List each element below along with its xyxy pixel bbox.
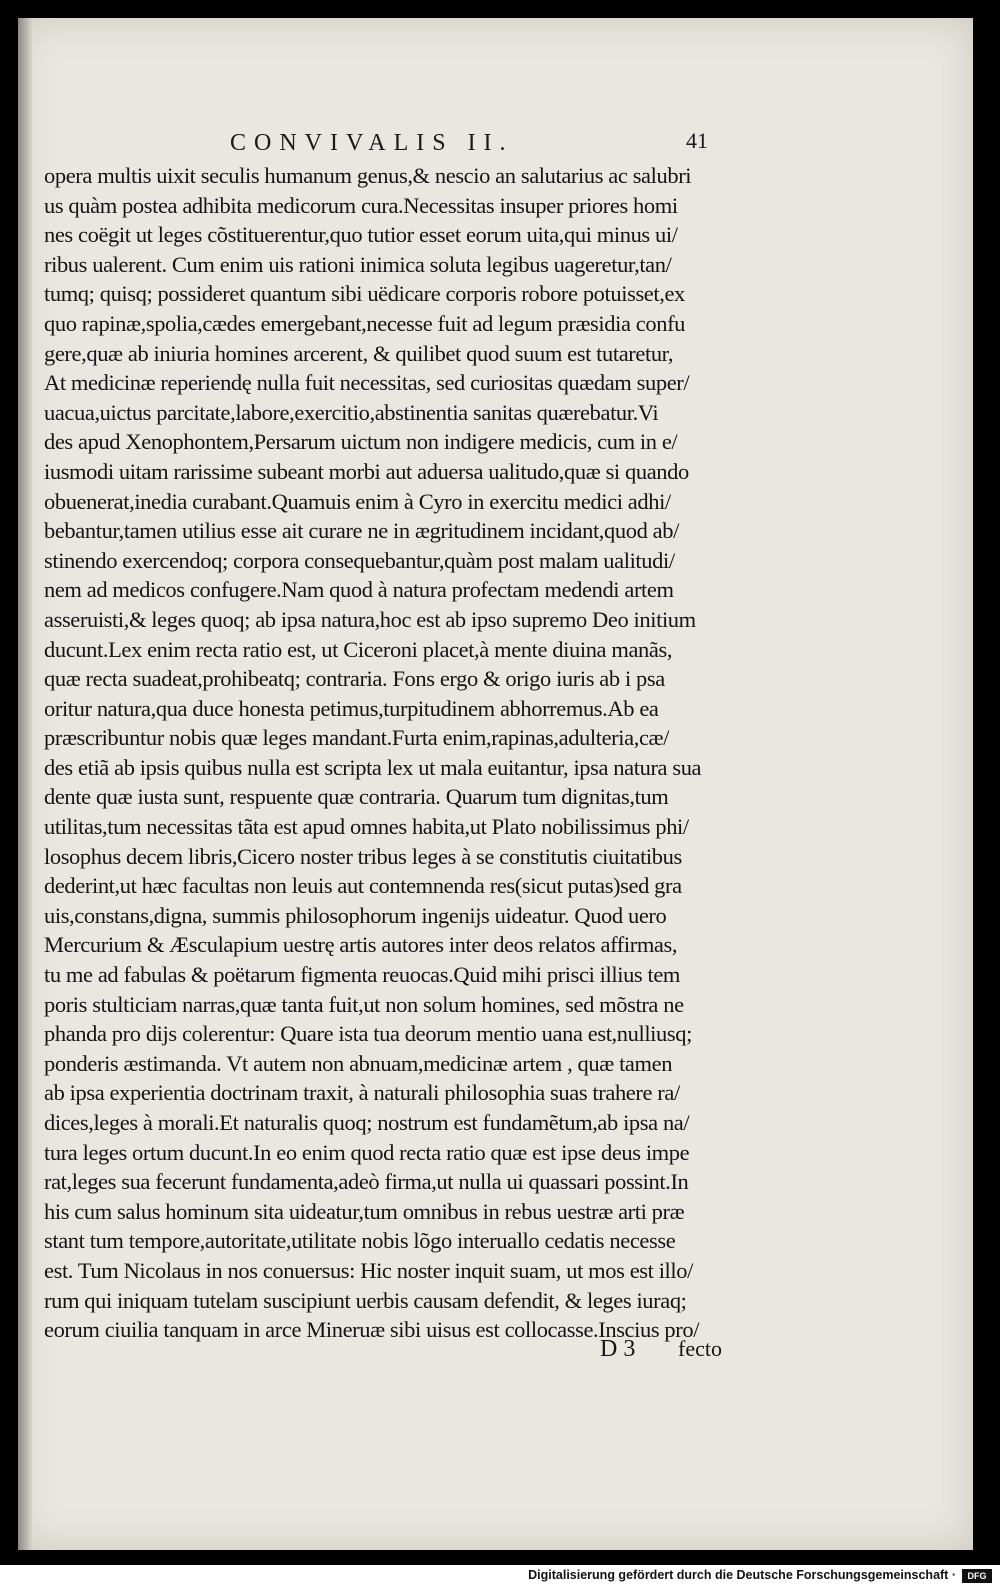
- text-line: opera multis uixit seculis humanum genus,& nescio an salutarius ac salubri: [44, 163, 692, 188]
- text-line: ducunt.Lex enim recta ratio est, ut Ciceroni placet,à mente diuina manãs,: [44, 636, 673, 662]
- page-footer: [18, 1336, 973, 1372]
- text-line: us quàm postea adhibita medicorum cura.Necessitas insuper priores homi: [44, 192, 678, 218]
- text-line: poris stulticiam narras,quæ tanta fuit,ut non solum homines, sed mõstra ne: [44, 991, 684, 1017]
- text-line: quo rapinæ,spolia,cædes emergebant,necesse fuit ad legum præsidia confu: [44, 310, 686, 336]
- text-line: gere,quæ ab iniuria homines arcerent, & quilibet quod suum est tutaretur,: [44, 340, 674, 366]
- text-line: asseruisti,& leges quoq; ab ipsa natura,hoc est ab ipso supremo Deo initium: [44, 606, 696, 632]
- dfg-logo: DFG: [962, 1569, 992, 1583]
- text-line: des apud Xenophontem,Persarum uictum non indigere medicis, cum in e/: [44, 429, 678, 455]
- text-line: tura leges ortum ducunt.In eo enim quod recta ratio quæ est ipse deus impe: [44, 1139, 690, 1165]
- text-line: ponderis æstimanda. Vt autem non abnuam,medicinæ artem , quæ tamen: [44, 1050, 673, 1076]
- text-line: oritur natura,qua duce honesta petimus,turpitudinem abhorremus.Ab ea: [44, 695, 659, 721]
- text-line: iusmodi uitam rarissime subeant morbi aut aduersa ualitudo,quæ si quando: [44, 458, 689, 484]
- text-line: ribus ualerent. Cum enim uis rationi inimica soluta legibus uageretur,tan/: [44, 251, 672, 277]
- text-line: obuenerat,inedia curabant.Quamuis enim à Cyro in exercitu medici adhi/: [44, 488, 671, 514]
- text-line: rat,leges sua fecerunt fundamenta,adeò firma,ut nulla ui quassari possint.In: [44, 1169, 689, 1195]
- book-page: [18, 18, 973, 1550]
- text-line: Mercurium & Æsculapium uestrę artis autores inter deos relatos affirmas,: [44, 932, 678, 958]
- text-line: dices,leges à morali.Et naturalis quoq; nostrum est fundamẽtum,ab ipsa na/: [44, 1110, 690, 1135]
- text-line: bebantur,tamen utilius esse ait curare ne in ægritudinem incidant,quod ab/: [44, 518, 679, 544]
- credit-text: Digitalisierung gefördert durch die Deutsche Forschungsgemeinschaft ·: [528, 1568, 956, 1582]
- page-number: 41: [686, 128, 708, 153]
- page-gutter-shadow: [18, 18, 32, 1550]
- catchword: fecto: [678, 1336, 722, 1361]
- page-header: [18, 122, 973, 162]
- signature-mark: D 3: [600, 1336, 636, 1362]
- text-line: his cum salus hominum sita uideatur,tum omnibus in rebus uestræ arti præ: [44, 1198, 685, 1224]
- text-line: nem ad medicos confugere.Nam quod à natura profectam medendi artem: [44, 577, 674, 603]
- body-text: [44, 161, 759, 1345]
- text-line: stant tum tempore,autoritate,utilitate nobis lõgo interuallo cedatis necesse: [44, 1228, 676, 1254]
- running-title: CONVIVALIS II.: [230, 130, 514, 156]
- text-line: uacua,uictus parcitate,labore,exercitio,abstinentia sanitas quærebatur.Vi: [44, 399, 659, 425]
- text-line: præscribuntur nobis quæ leges mandant.Furta enim,rapinas,adulteria,cæ/: [44, 725, 669, 751]
- text-line: ab ipsa experientia doctrinam traxit, à naturali philosophia suas trahere ra/: [44, 1080, 680, 1106]
- text-line: At medicinæ reperiendę nulla fuit necessitas, sed curiositas quædam super/: [44, 370, 690, 396]
- text-line: uis,constans,digna, summis philosophorum ingenijs uideatur. Quod uero: [44, 902, 667, 928]
- text-line: quæ recta suadeat,prohibeatq; contraria. Fons ergo & origo iuris ab i psa: [44, 666, 665, 692]
- text-line: utilitas,tum necessitas tãta est apud omnes habita,ut Plato nobilissimus phi/: [44, 814, 689, 840]
- text-line: losophus decem libris,Cicero noster tribus leges à se constitutis ciuitatibus: [44, 843, 682, 869]
- text-line: stinendo exercendoq; corpora consequebantur,quàm post malam ualitudi/: [44, 547, 675, 573]
- text-line: rum qui iniquam tutelam suscipiunt uerbis causam defendit, & leges iuraq;: [44, 1287, 687, 1313]
- text-line: tu me ad fabulas & poëtarum figmenta reuocas.Quid mihi prisci illius tem: [44, 962, 681, 988]
- credit-bar: [0, 1565, 1000, 1587]
- text-line: dente quæ iusta sunt, respuente quæ contraria. Quarum tum dignitas,tum: [44, 784, 669, 810]
- text-line: phanda pro dijs colerentur: Quare ista tua deorum mentio uana est,nulliusq;: [44, 1021, 692, 1047]
- text-line: nes coëgit ut leges cõstituerentur,quo tutior esset eorum uita,qui minus ui/: [44, 222, 678, 248]
- text-line: est. Tum Nicolaus in nos conuersus: Hic noster inquit suam, ut mos est illo/: [44, 1257, 693, 1283]
- text-line: eorum ciuilia tanquam in arce Mineruæ sibi uisus est collocasse.Inscius pro/: [44, 1317, 700, 1343]
- text-line: dederint,ut hæc facultas non leuis aut contemnenda res(sicut putas)sed gra: [44, 873, 682, 899]
- text-line: des etiã ab ipsis quibus nulla est scripta lex ut mala euitantur, ipsa natura sua: [44, 754, 702, 780]
- text-line: tumq; quisq; possideret quantum sibi uëdicare corporis robore potuisset,ex: [44, 281, 685, 307]
